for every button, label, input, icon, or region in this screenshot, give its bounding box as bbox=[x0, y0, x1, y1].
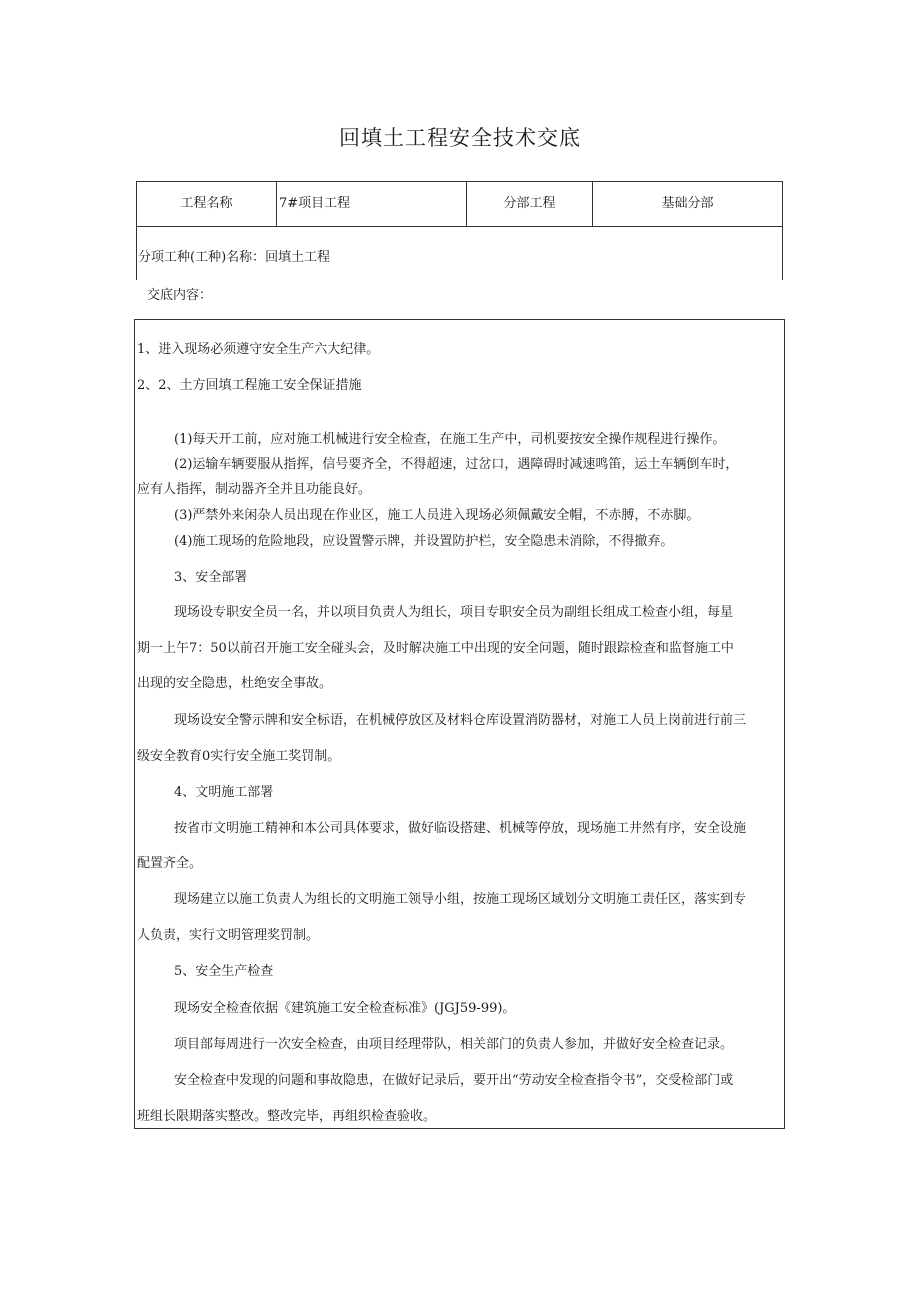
content-line: 按省市文明施工精神和本公司具体要求，做好临设搭建、机械等停放，现场施工井然有序，安全设施 bbox=[174, 821, 747, 836]
content-line: 人负责，实行文明管理奖罚制。 bbox=[137, 928, 320, 943]
disclosure-label: 交底内容： bbox=[147, 288, 213, 303]
project-name-value: 7#项目工程 bbox=[277, 182, 467, 226]
division-label: 分部工程 bbox=[467, 182, 593, 226]
content-line: (2)运输车辆要服从指挥，信号要齐全，不得超速，过岔口，遇障碍时减速鸣笛，运土车辆倒车时， bbox=[174, 457, 739, 472]
content-line: 期一上午7：50以前召开施工安全碰头会，及时解决施工中出现的安全问题，随时跟踪检查和监督施工中 bbox=[137, 641, 734, 656]
content-line: 配置齐全。 bbox=[137, 856, 203, 871]
division-value: 基础分部 bbox=[661, 196, 714, 211]
content-line: 出现的安全隐患，杜绝安全事故。 bbox=[137, 676, 333, 691]
content-line: (1)每天开工前，应对施工机械进行安全检查，在施工生产中，司机要按安全操作规程进行操作。 bbox=[174, 432, 726, 447]
content-line: 现场设专职安全员一名，并以项目负责人为组长，项目专职安全员为副组长组成工检查小组，每星 bbox=[174, 605, 734, 620]
content-line: 2、2、土方回填工程施工安全保证措施 bbox=[137, 378, 362, 393]
content-line: 安全检查中发现的问题和事故隐患，在做好记录后，要开出“劳动安全检查指令书”，交受检部门或 bbox=[174, 1073, 734, 1088]
content-line: 4、文明施工部署 bbox=[174, 785, 274, 800]
content-line: 项目部每周进行一次安全检查，由项目经理带队，相关部门的负责人参加，并做好安全检查记录。 bbox=[174, 1037, 734, 1052]
content-line: 5、安全生产检查 bbox=[174, 964, 274, 979]
content-line: 班组长限期落实整改。整改完毕，再组织检查验收。 bbox=[137, 1109, 437, 1124]
project-name-label: 工程名称 bbox=[137, 182, 277, 226]
subitem-row bbox=[136, 226, 783, 280]
content-line: (4)施工现场的危险地段，应设置警示牌，并设置防护栏，安全隐患未消除，不得撤弃。 bbox=[174, 534, 674, 549]
document-title: 回填土工程安全技术交底 bbox=[339, 126, 581, 150]
subitem-text: 分项工种(工种)名称：回填土工程 bbox=[138, 250, 331, 265]
header-table bbox=[136, 181, 783, 227]
content-line: 级安全教育0实行安全施工奖罚制。 bbox=[137, 749, 341, 764]
content-line: 1、进入现场必须遵守安全生产六大纪律。 bbox=[137, 342, 380, 357]
content-line: 应有人指挥，制动器齐全并且功能良好。 bbox=[137, 482, 372, 497]
content-line: 现场设安全警示牌和安全标语，在机械停放区及材料仓库设置消防器材，对施工人员上岗前进行前三 bbox=[174, 713, 747, 728]
content-line: 3、安全部署 bbox=[174, 570, 248, 585]
content-line: 现场安全检查依据《建筑施工安全检查标准》(JGJ59-99)。 bbox=[174, 1001, 516, 1016]
content-line: (3)严禁外来闲杂人员出现在作业区，施工人员进入现场必须佩戴安全帽，不赤膊，不赤脚。 bbox=[174, 508, 700, 523]
content-line: 现场建立以施工负责人为组长的文明施工领导小组，按施工现场区域划分文明施工责任区，落实到专 bbox=[174, 892, 747, 907]
content-box bbox=[134, 319, 785, 1129]
